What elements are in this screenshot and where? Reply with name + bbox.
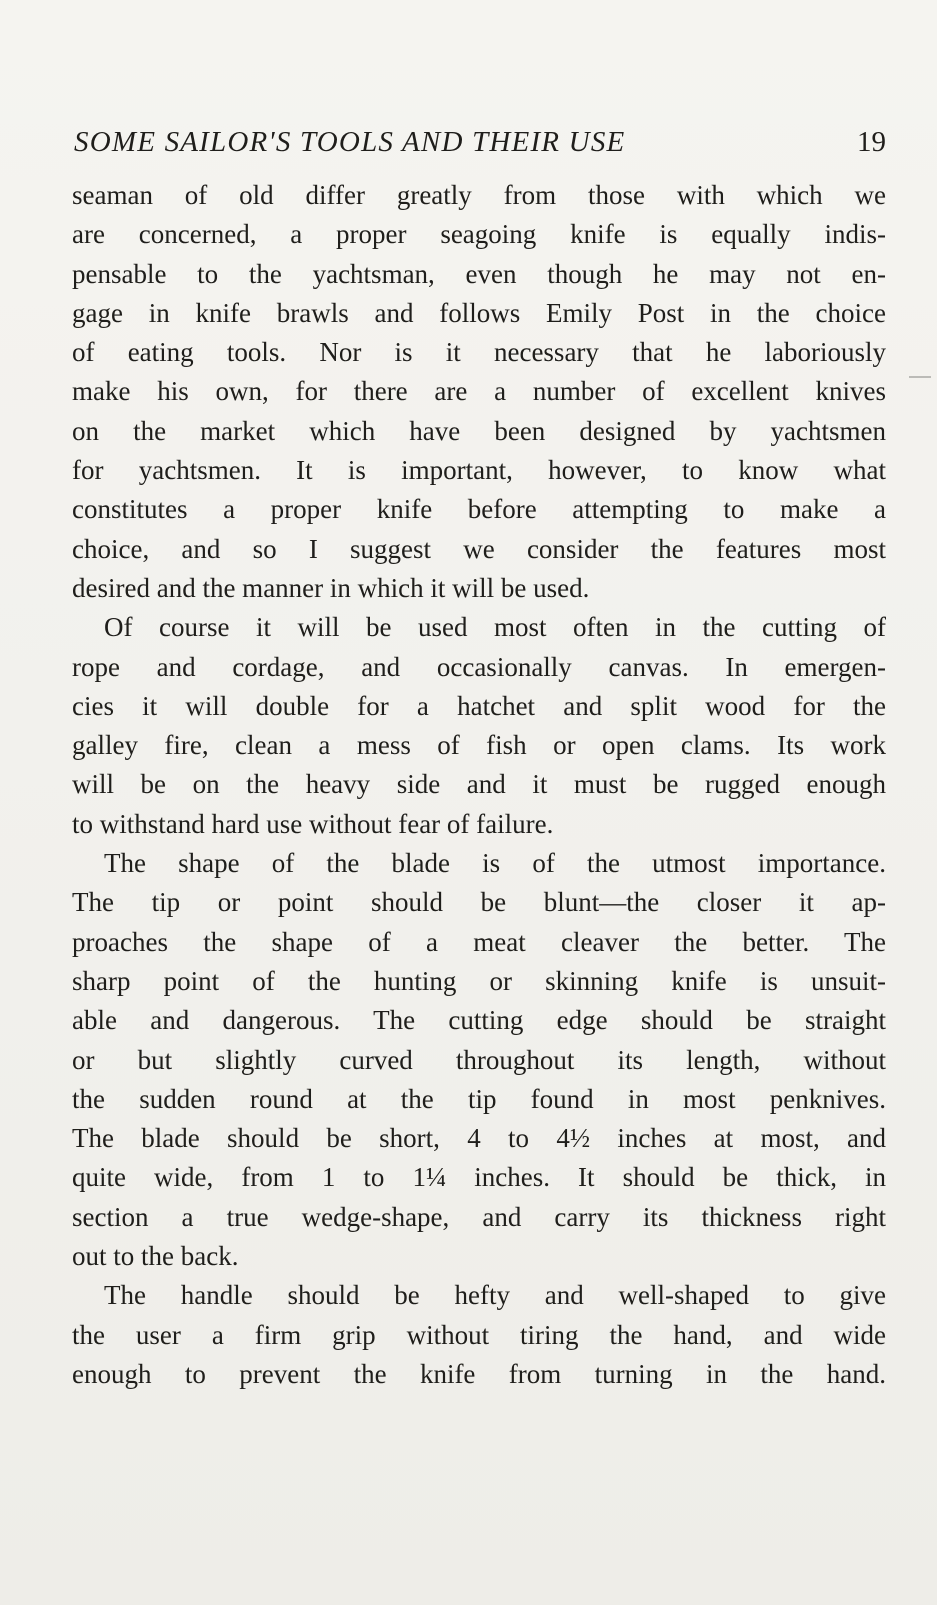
text-line: the sudden round at the tip found in most penknives.	[72, 1083, 886, 1114]
text-line: will be on the heavy side and it must be rugged enough	[72, 769, 886, 800]
paragraph-2	[72, 608, 886, 844]
text-line: able and dangerous. The cutting edge should be straight	[72, 1005, 886, 1036]
running-head	[74, 120, 886, 164]
paragraph-4	[72, 1276, 886, 1394]
text-line: The handle should be hefty and well-shaped to give	[104, 1280, 886, 1311]
text-line: proaches the shape of a meat cleaver the better. The	[72, 926, 886, 957]
text-line: seaman of old differ greatly from those with which we	[72, 180, 886, 210]
text-line: galley fire, clean a mess of fish or open clams. Its work	[72, 730, 886, 761]
text-line: the user a firm grip without tiring the hand, and wide	[72, 1319, 886, 1350]
text-line: cies it will double for a hatchet and split wood for the	[72, 690, 886, 721]
running-title: SOME SAILOR'S TOOLS AND THEIR USE	[74, 126, 626, 158]
text-line: rope and cordage, and occasionally canvas. In emergen-	[72, 651, 886, 682]
text-line: section a true wedge-shape, and carry its thickness right	[72, 1201, 886, 1232]
page-number: 19	[857, 126, 886, 158]
text-line: sharp point of the hunting or skinning knife is unsuit-	[72, 965, 886, 996]
text-line: of eating tools. Nor is it necessary that he laboriously	[72, 337, 886, 368]
text-line: The shape of the blade is of the utmost importance.	[104, 848, 886, 879]
text-line: desired and the manner in which it will be used.	[72, 572, 590, 603]
paragraph-1	[72, 176, 886, 608]
text-line: The tip or point should be blunt—the closer it ap-	[72, 887, 886, 918]
text-line: The blade should be short, 4 to 4½ inches at most, and	[72, 1123, 886, 1154]
text-line: for yachtsmen. It is important, however, to know what	[72, 455, 886, 486]
text-line: to withstand hard use without fear of failure.	[72, 808, 554, 839]
text-line: out to the back.	[72, 1241, 239, 1272]
text-line: or but slightly curved throughout its length, without	[72, 1044, 886, 1075]
text-line: constitutes a proper knife before attempting to make a	[72, 494, 886, 525]
body-text	[72, 176, 886, 1394]
text-line: quite wide, from 1 to 1¼ inches. It should be thick, in	[72, 1162, 886, 1193]
paragraph-3	[72, 844, 886, 1276]
text-line: gage in knife brawls and follows Emily Post in the choice	[72, 297, 886, 328]
text-line: make his own, for there are a number of excellent knives	[72, 376, 886, 407]
text-line: choice, and so I suggest we consider the features most	[72, 533, 886, 564]
text-line: are concerned, a proper seagoing knife is equally indis-	[72, 219, 886, 250]
text-line: pensable to the yachtsman, even though he may not en-	[72, 258, 886, 289]
text-line: on the market which have been designed by yachtsmen	[72, 415, 886, 446]
scan-mark	[909, 376, 931, 378]
text-line: Of course it will be used most often in the cutting of	[104, 612, 886, 643]
text-line: enough to prevent the knife from turning in the hand.	[72, 1358, 886, 1389]
